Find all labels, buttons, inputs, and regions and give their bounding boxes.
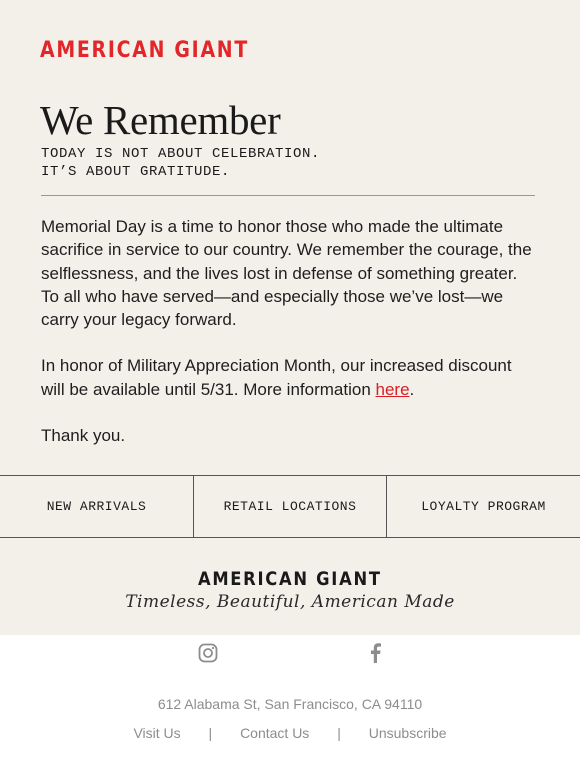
visit-us-link[interactable]: Visit Us <box>133 725 181 742</box>
instagram-icon[interactable] <box>198 643 218 667</box>
facebook-icon[interactable] <box>368 643 382 667</box>
unsubscribe-link[interactable]: Unsubscribe <box>368 725 447 742</box>
paragraph-discount <box>41 354 539 401</box>
footer-logo[interactable]: AMERICAN GIANT <box>198 568 382 591</box>
subheadline <box>0 145 580 181</box>
divider <box>41 195 535 196</box>
footer-links <box>0 725 580 741</box>
footer-brand <box>0 538 580 635</box>
social-links <box>0 643 580 667</box>
postal-address: 612 Alabama St, San Francisco, CA 94110 <box>157 696 423 713</box>
brand-logo[interactable]: AMERICAN GIANT <box>40 38 249 63</box>
discount-suffix: . <box>409 379 415 399</box>
nav-retail-locations[interactable]: RETAIL LOCATIONS <box>193 476 386 537</box>
page-title: We Remember <box>40 97 281 143</box>
header <box>0 0 580 64</box>
contact-us-link[interactable]: Contact Us <box>240 725 310 742</box>
nav-bar <box>0 475 580 538</box>
message-body <box>0 215 580 447</box>
link-separator: | <box>337 725 341 742</box>
tagline: Timeless, Beautiful, American Made <box>125 592 455 613</box>
link-separator: | <box>208 725 213 742</box>
paragraph-thanks: Thank you. <box>41 426 126 446</box>
nav-loyalty-program[interactable]: LOYALTY PROGRAM <box>386 476 580 537</box>
nav-new-arrivals[interactable]: NEW ARRIVALS <box>46 499 147 515</box>
paragraph-memorial: Memorial Day is a time to honor those who made the ultimate sacrifice in service to our country. We remember the courage, the selflessness, and the lives lost in defense of something greater. To all who have served—and especially those we’ve lost—we carry your legacy forward. <box>41 217 532 330</box>
subheadline-line-2: IT’S ABOUT GRATITUDE. <box>41 164 231 180</box>
footer <box>0 635 580 741</box>
discount-text: In honor of Military Appreciation Month, our increased discount will be available until 5/31. More information <box>41 356 512 399</box>
subheadline-line-1: TODAY IS NOT ABOUT CELEBRATION. <box>41 146 321 162</box>
more-info-link[interactable]: here <box>375 379 410 399</box>
